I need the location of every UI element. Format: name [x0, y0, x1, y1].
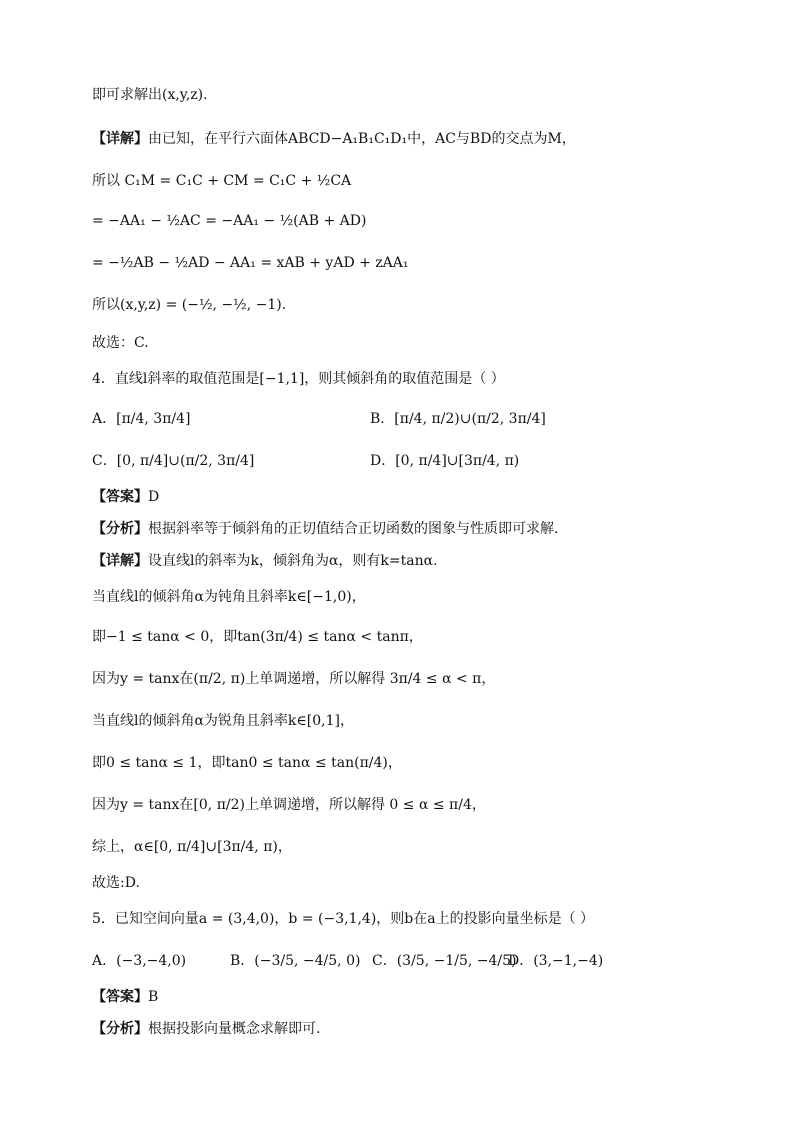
- vector-line-3: = −½AB − ½AD − AA₁ = xAB + yAD + zAA₁: [92, 255, 409, 271]
- q4-detail-2: 即−1 ≤ tanα < 0，即tan(3π/4) ≤ tanα < tanπ，: [92, 629, 423, 645]
- answer-label: 【答案】: [92, 989, 148, 1005]
- q4-detail-6: 因为y = tanx在[0, π/2)上单调递增，所以解得 0 ≤ α ≤ π/4，: [92, 797, 486, 813]
- q4-analysis: [92, 518, 558, 540]
- q4-option-b: B．[π/4, π/2)∪(π/2, 3π/4]: [370, 411, 546, 427]
- detail-label: 【详解】: [92, 131, 148, 147]
- q5-analysis: [92, 1018, 320, 1040]
- detail-text: 由已知，在平行六面体ABCD−A₁B₁C₁D₁中，AC与BD的交点为M，: [148, 131, 576, 147]
- q4-choice: 故选:D.: [92, 875, 140, 891]
- q4-option-a: A．[π/4, 3π/4]: [92, 411, 191, 427]
- q4-detail-3: 因为y = tanx在(π/2, π)上单调递增，所以解得 3π/4 ≤ α < π，: [92, 671, 496, 687]
- q5-option-b: B．(−3/5, −4/5, 0): [230, 953, 361, 969]
- q4-summary: 综上，α∈[0, π/4]∪[3π/4, π)，: [92, 839, 292, 855]
- vector-line-1: 所以 C₁M = C₁C + CM = C₁C + ½CA: [92, 173, 352, 189]
- vector-line-2: = −AA₁ − ½AC = −AA₁ − ½(AB + AD): [92, 213, 367, 229]
- choice-c: 故选：C.: [92, 335, 149, 351]
- q5-answer: [92, 986, 158, 1008]
- answer-value: D: [148, 489, 160, 505]
- question-4: 4．直线l斜率的取值范围是[−1,1]，则其倾斜角的取值范围是（ ）: [92, 371, 505, 387]
- question-5: 5．已知空间向量a = (3,4,0)，b = (−3,1,4)，则b在a上的投影向量坐标是（ ）: [92, 911, 595, 927]
- detail-text: 设直线l的斜率为k，倾斜角为α，则有k=tanα.: [148, 553, 438, 569]
- q4-option-d: D．[0, π/4]∪[3π/4, π): [370, 453, 520, 469]
- q5-option-d: D．(3,−1,−4): [508, 953, 604, 969]
- q4-detail-1: 当直线l的倾斜角α为钝角且斜率k∈[−1,0)，: [92, 589, 366, 605]
- q4-option-c: C．[0, π/4]∪(π/2, 3π/4]: [92, 453, 255, 469]
- detail-label: 【详解】: [92, 553, 148, 569]
- xyz-result: 所以(x,y,z) = (−½, −½, −1).: [92, 297, 287, 313]
- q5-option-a: A．(−3,−4,0): [92, 953, 187, 969]
- answer-label: 【答案】: [92, 489, 148, 505]
- q4-detail-5: 即0 ≤ tanα ≤ 1，即tan0 ≤ tanα ≤ tan(π/4)，: [92, 755, 402, 771]
- analysis-text: 根据投影向量概念求解即可.: [148, 1021, 321, 1037]
- answer-value: B: [148, 989, 159, 1005]
- detail-line: [92, 128, 576, 150]
- analysis-label: 【分析】: [92, 1021, 148, 1037]
- q4-detail-4: 当直线l的倾斜角α为锐角且斜率k∈[0,1]，: [92, 713, 354, 729]
- q4-answer: [92, 486, 159, 508]
- analysis-label: 【分析】: [92, 521, 148, 537]
- q4-detail: [92, 550, 438, 572]
- q5-option-c: C．(3/5, −1/5, −4/5): [372, 953, 517, 969]
- line-solve: 即可求解出(x,y,z).: [92, 87, 208, 103]
- analysis-text: 根据斜率等于倾斜角的正切值结合正切函数的图象与性质即可求解.: [148, 521, 559, 537]
